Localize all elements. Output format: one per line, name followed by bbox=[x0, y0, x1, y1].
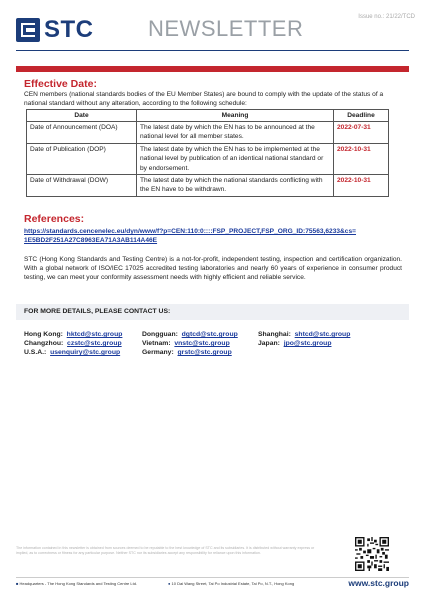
contact-email[interactable]: hktcd@stc.group bbox=[66, 331, 123, 338]
contact-email[interactable]: grstc@stc.group bbox=[177, 349, 232, 356]
column-header: Deadline bbox=[334, 110, 389, 122]
building-icon: ■ bbox=[16, 581, 19, 586]
contact-label: Dongguan: bbox=[142, 331, 178, 338]
effective-date-heading: Effective Date: bbox=[24, 78, 97, 90]
date-type: Date of Publication (DOP) bbox=[27, 143, 137, 174]
contact-label: Hong Kong: bbox=[24, 331, 63, 338]
newsletter-title: NEWSLETTER bbox=[148, 16, 304, 41]
header-divider bbox=[16, 50, 409, 51]
column-header: Date bbox=[27, 110, 137, 122]
effective-date-intro: CEN members (national standards bodies of the EU Member States) are bound to comply with the update of the status of a national standard without any alteration, according to the following schedule: bbox=[24, 91, 384, 107]
schedule-table bbox=[26, 109, 389, 197]
contact-shanghai bbox=[258, 331, 350, 338]
contact-email[interactable]: dgtcd@stc.group bbox=[181, 331, 238, 338]
footer-address bbox=[168, 581, 294, 586]
contact-label: U.S.A.: bbox=[24, 349, 47, 356]
table-row bbox=[27, 143, 389, 174]
location-pin-icon: ● bbox=[168, 581, 171, 586]
about-stc-paragraph: STC (Hong Kong Standards and Testing Centre) is a not-for-profit, independent testing, inspection and certification organization. With a global network of ISO/IEC 17025 accredited testing laboratories and nearly 60 years of experience in consumer product testing, we can meet your conformity assessment needs with highly efficient and reliable service. bbox=[24, 256, 402, 281]
date-deadline: 2022-10-31 bbox=[334, 175, 389, 197]
footer-headquarters bbox=[16, 581, 137, 586]
contact-email[interactable]: jpo@stc.group bbox=[283, 340, 332, 347]
references-heading: References: bbox=[24, 213, 85, 225]
table-row bbox=[27, 122, 389, 144]
contact-germany bbox=[142, 349, 232, 356]
contact-label: Japan: bbox=[258, 340, 280, 347]
hq-label: Headquarters - The Hong Kong Standards and Testing Centre Ltd. bbox=[19, 581, 138, 586]
contact-label: Germany: bbox=[142, 349, 174, 356]
date-deadline: 2022-07-31 bbox=[334, 122, 389, 144]
contact-label: Vietnam: bbox=[142, 340, 171, 347]
contact-hong-kong bbox=[24, 331, 122, 338]
date-meaning: The latest date by which the national standards conflicting with the EN have to be withdrawn. bbox=[137, 175, 334, 197]
website-link[interactable]: www.stc.group bbox=[348, 578, 409, 588]
issue-number: Issue no.: 21/22/TCD bbox=[358, 14, 415, 20]
contact-label: Shanghai: bbox=[258, 331, 291, 338]
reference-link[interactable] bbox=[24, 227, 404, 245]
accent-bar bbox=[16, 66, 409, 72]
table-header-row bbox=[27, 110, 389, 122]
contact-dongguan bbox=[142, 331, 238, 338]
contact-label: Changzhou: bbox=[24, 340, 64, 347]
contact-email[interactable]: shtcd@stc.group bbox=[294, 331, 351, 338]
date-type: Date of Announcement (DOA) bbox=[27, 122, 137, 144]
reference-url-line-2[interactable]: 1E5BD2F251A27C8963EA71A3AB114A46E bbox=[24, 237, 158, 244]
contact-email[interactable]: czstc@stc.group bbox=[67, 340, 122, 347]
qr-code-icon bbox=[355, 537, 389, 571]
date-meaning: The latest date by which the EN has to be implemented at the national level by publication of an identical national standard or by endorsement. bbox=[137, 143, 334, 174]
contact-usa bbox=[24, 349, 120, 356]
brand-name: STC bbox=[44, 16, 94, 43]
table-row bbox=[27, 175, 389, 197]
contact-title: FOR MORE DETAILS, PLEASE CONTACT US: bbox=[24, 308, 171, 315]
contact-email[interactable]: usenquiry@stc.group bbox=[50, 349, 121, 356]
disclaimer-text: The information contained in this newsletter is obtained from sources deemed to be reputable to the best knowledge of STC and its subsidiaries. It is distributed without warranty express or implied, as to correctness or fitness for any particular purpose. Neither STC nor its subsidiaries accept any responsibility for reliance upon this information. bbox=[16, 546, 315, 555]
contact-japan bbox=[258, 340, 332, 347]
stc-logo-icon bbox=[16, 18, 40, 42]
contact-changzhou bbox=[24, 340, 122, 347]
stc-logo bbox=[16, 18, 126, 42]
date-deadline: 2022-10-31 bbox=[334, 143, 389, 174]
reference-url-line-1[interactable]: https://standards.cencenelec.eu/dyn/www/f?p=CEN:110:0::::FSP_PROJECT,FSP_ORG_ID:75563,6233&cs= bbox=[24, 228, 356, 235]
contact-email[interactable]: vnstc@stc.group bbox=[174, 340, 230, 347]
date-meaning: The latest date by which the EN has to be announced at the national level for all member states. bbox=[137, 122, 334, 144]
address-text: 10 Dai Wang Street, Tai Po Industrial Estate, Tai Po, N.T., Hong Kong bbox=[171, 581, 295, 586]
date-type: Date of Withdrawal (DOW) bbox=[27, 175, 137, 197]
column-header: Meaning bbox=[137, 110, 334, 122]
contact-vietnam bbox=[142, 340, 230, 347]
